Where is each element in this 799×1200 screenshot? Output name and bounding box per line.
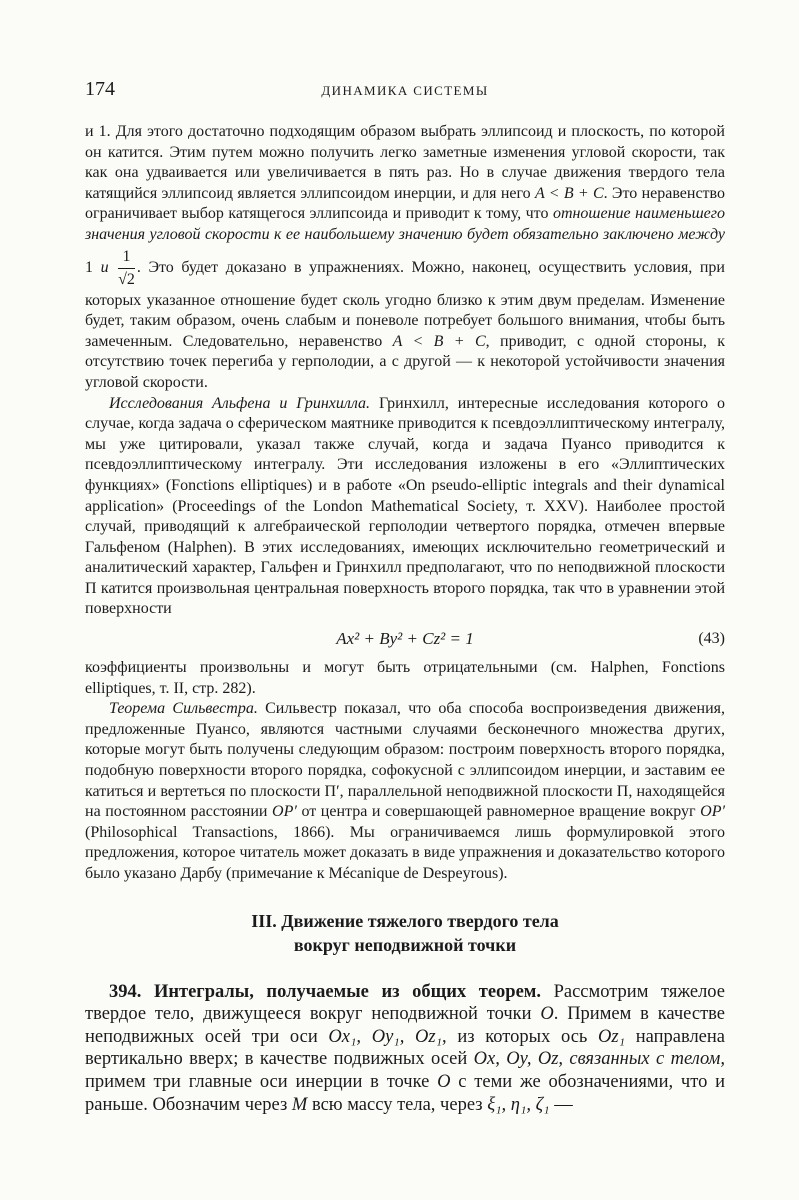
math-symbol: Ox₁, Oy₁, Oz₁ xyxy=(328,1026,443,1047)
text-run: . Примем в качестве неподвижных осей три оси xyxy=(85,1004,725,1047)
paragraph-394 xyxy=(85,981,725,1117)
math-symbol: OP′ xyxy=(272,803,297,821)
math-symbol: ξ₁, η₁, ζ₁ xyxy=(487,1094,550,1115)
fraction-one-over-sqrt2 xyxy=(118,246,135,291)
equation-number: (43) xyxy=(698,630,725,648)
math-inequality: A < B + C xyxy=(534,184,604,202)
equation-text: Ax² + By² + Cz² = 1 xyxy=(336,629,474,649)
text-run: направлена вертикально вверх; в качестве подвижных осей xyxy=(85,1026,726,1070)
math-symbol: OP′ xyxy=(700,803,725,821)
text-run: — xyxy=(549,1094,573,1115)
fraction-denominator: √2 xyxy=(118,270,135,288)
fraction-numerator: 1 xyxy=(118,246,135,269)
text-run: примем три главные оси инерции в точке xyxy=(85,1071,438,1092)
paragraph-number: 394. xyxy=(109,981,142,1002)
page-number: 174 xyxy=(85,78,115,100)
italic-statement: отношение наименьшего значения угловой скорости к ее наибольшему значению будет обязательно заключено между xyxy=(85,205,726,243)
section-heading-line: вокруг неподвижной точки xyxy=(293,934,517,955)
paragraph-heading: Интегралы, получаемые из общих теорем. xyxy=(141,981,542,1002)
text-run: , приводит, с одной стороны, к отсутствию точек перегиба у герполодии, а с другой — к некоторой устойчивости значения угловой скорости. xyxy=(85,332,725,391)
text-run: и 1. Для этого достаточно подходящим образом выбрать эллипсоид и плоскость, по которой он катится. Этим путем можно получить легко заметные изменения угловой скорости, так как она удваивается или увеличивается в пять раз. Но в случае движения твердого тела катящийся эллипсоид является эллипсоидом инерции, и для него xyxy=(85,123,725,202)
text-run: коэффициенты произвольны и могут быть отрицательными (см. Halphen, Fonctions elliptiques, т. II, стр. 282). xyxy=(85,659,725,697)
text-run: Рассмотрим тяжелое твердое тело, движущееся вокруг неподвижной точки xyxy=(85,981,725,1025)
paragraph-coefficients xyxy=(85,658,725,699)
running-head: ДИНАМИКА СИСТЕМЫ xyxy=(321,83,489,98)
text-run: всю массу тела, через xyxy=(307,1094,488,1115)
paragraph-alphen-greenhill xyxy=(85,394,725,621)
page-header xyxy=(85,74,725,100)
math-symbol: Oz₁ xyxy=(598,1026,626,1047)
text-run: 1 xyxy=(85,258,101,276)
math-symbol: Ox, Oy, Oz, связанных с телом, xyxy=(473,1049,725,1070)
paragraph-sylvester xyxy=(85,699,725,884)
section-heading-line: III. Движение тяжелого твердого тела xyxy=(251,910,559,931)
text-run: Гринхилл, интересные исследования которого о случае, когда задача о сферическом маятнике приводится к псевдоэллиптическому интегралу, мы уже цитировали, указал также случай, когда и задача Пуансо приводится к псевдоэллиптическому интегралу. Эти исследования изложены в его «Эллиптических функциях» (Fonctions elliptiques) и в работе «On pseudo-elliptic integrals and their dynamical application» (Proceedings of the London Mathematical Society, т. XXV). Наиболее простой случай, приводящий к алгебраической герполодии четвертого порядка, отмечен впервые Гальфеном (Halphen). В этих исследованиях, имеющих исключительно геометрический и аналитический характер, Гальфен и Гринхилл предполагают, что по неподвижной плоскости П катится произвольная центральная поверхность второго порядка, так что в уравнении этой поверхности xyxy=(85,394,725,618)
italic-lead: Исследования Альфена и Гринхилла. xyxy=(109,394,371,412)
text-run: . Это будет доказано в упражнениях. Можно, наконец, осуществить условия, при которых указанное отношение будет сколь угодно близко к этим двум пределам. Изменение будет, таким образом, очень слабым и поневоле потребует большого внимания, чтобы быть замеченным. Следовательно, неравенство xyxy=(85,258,725,350)
book-page xyxy=(85,74,725,1116)
text-run: от центра и совершающей равномерное вращение вокруг xyxy=(296,803,701,821)
text-run: . Это неравенство ограничивает выбор катящегося эллипсоида и приводит к тому, что xyxy=(85,184,725,223)
paragraph-ellipsoid xyxy=(85,122,725,394)
italic-conjunction: и xyxy=(100,258,109,276)
math-inequality: A < B + C xyxy=(392,332,486,350)
math-symbol: M xyxy=(291,1094,308,1115)
text-run: (Philosophical Transactions, 1866). Мы ограничиваемся лишь формулировкой этого предложения, которое читатель может доказать в виде упражнения и доказательство которого было указано Дарбу (примечание к Mécanique de Despeyrous). xyxy=(85,823,725,882)
italic-lead: Теорема Сильвестра. xyxy=(109,700,258,718)
section-heading xyxy=(85,909,725,957)
text-run: с теми же обозначениями, что и раньше. Обозначим через xyxy=(85,1071,725,1115)
equation-43 xyxy=(85,620,725,658)
text-run: Сильвестр показал, что оба способа воспроизведения движения, предложенные Пуансо, являются частными случаями бесконечного множества других, которые могут быть получены следующим образом: построим поверхность второго порядка, подобную поверхности второго порядка, софокусной с эллипсоидом инерции, и заставим ее катиться и вертеться по плоскости П′, параллельной неподвижной плоскости П, находящейся на постоянном расстоянии xyxy=(85,700,726,821)
small-print-block xyxy=(85,122,725,885)
math-symbol: O xyxy=(540,1004,554,1025)
math-symbol: O xyxy=(437,1071,451,1092)
text-run: , из которых ось xyxy=(442,1026,599,1047)
